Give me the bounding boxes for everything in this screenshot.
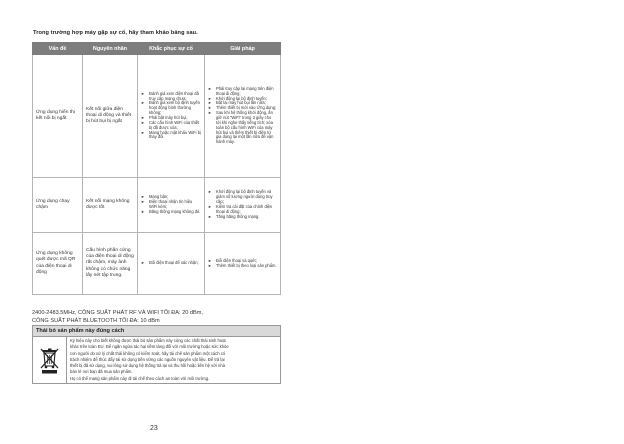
solution-cell (205, 178, 281, 233)
problem-cell: Ứng dụng hiển thị kết nối bị ngắt (33, 55, 83, 178)
arrow-bullet-icon: ► (141, 120, 145, 125)
disposal-line: thiết bị đã sử dụng, vui lòng sử dụng hệ thống trả lại và thu hồi hoặc liên hệ với nhà (70, 363, 226, 368)
arrow-bullet-icon: ► (208, 214, 212, 219)
list-item: ► Khởi động lại bộ định tuyến và giảm số lượng người dùng truy cập; (208, 189, 273, 205)
crossed-bin-icon (33, 337, 67, 383)
table-row (33, 233, 281, 295)
disposal-line: Ký hiệu này cho biết không được thải bỏ sản phẩm này cùng các chất thải sinh hoạt (70, 338, 226, 343)
spec-line: CÔNG SUẤT PHÁT BLUETOOTH TỐI ĐA: 10 dBm (32, 317, 160, 324)
arrow-bullet-icon: ► (141, 195, 145, 200)
list-item: ► Điện thoại nhận tín hiệu WiFi kém; (141, 199, 193, 209)
table-header-row (33, 43, 281, 55)
problem-cell: Ứng dụng chạy chậm (33, 178, 83, 233)
arrow-bullet-icon: ► (141, 91, 145, 96)
rf-spec (32, 310, 203, 326)
arrow-bullet-icon: ► (208, 86, 212, 91)
list-item: ► Đánh giá xem bộ định tuyến hoạt động bình thường không; (141, 100, 200, 116)
list-item: ► Tăng băng thông mạng. (208, 213, 260, 219)
arrow-bullet-icon: ► (141, 200, 145, 205)
list-item: ► Bật lại máy hút bụi lần nữa; (208, 100, 266, 106)
list-item: ► Phải bật máy hút bụi; (141, 115, 188, 120)
cause-cell: Kết nối giữa điện thoại di động và thiết bị hút bụi bị ngắt (83, 55, 138, 178)
disposal-text (67, 337, 280, 383)
disposal-box (32, 325, 281, 384)
list-item: ► Đánh giá xem điện thoại đã truy cập mạng chưa; (141, 90, 199, 101)
list-item: ► Khởi động lại bộ định tuyến; (208, 95, 267, 101)
list-item: ► Sau khi hệ thống khởi động, ấn giữ nút "WiFi" trong 3 giây cho tới khi nghe thấy tiếng tích; xóa toàn bộ cấu hình WiFi của máy hút bụi và thêm thiết bị điện từ gia dụng lại một lần nữa để vận hành máy. (208, 110, 274, 145)
troubleshoot-cell (138, 55, 205, 178)
arrow-bullet-icon: ► (141, 116, 145, 120)
problem-cell: Ứng dụng không quét được mã QR của điện thoại di động (33, 233, 83, 295)
solution-cell (205, 55, 281, 178)
table-row (33, 55, 281, 178)
header-cause: Nguyên nhân (83, 43, 138, 55)
arrow-bullet-icon: ► (141, 101, 145, 106)
solution-cell (205, 233, 281, 295)
list-item: ► Mạng hoặc mật khẩu WiFi bị thay đổi. (141, 129, 201, 140)
header-solution: Giải pháp (205, 43, 281, 55)
table-row (33, 178, 281, 233)
list-item: ► Thêm thiết bị mới vào Ứng dụng; (208, 105, 277, 111)
arrow-bullet-icon: ► (208, 96, 212, 101)
page-number: 23 (150, 425, 158, 432)
arrow-bullet-icon: ► (141, 130, 145, 135)
disposal-line: khác trên toàn EU. Để ngăn ngừa tác hại tiềm tàng đối với môi trường hoặc sức khỏe (70, 344, 229, 350)
arrow-bullet-icon: ► (208, 111, 212, 116)
list-item: ► Đổi điện thoại để xác nhận; (141, 260, 199, 266)
list-item: ► Mạng bận; (141, 194, 169, 200)
arrow-bullet-icon: ► (208, 258, 212, 263)
list-item: ► Đổi điện thoại và quét; (208, 257, 257, 263)
arrow-bullet-icon: ► (141, 209, 145, 214)
arrow-bullet-icon: ► (208, 106, 212, 111)
arrow-bullet-icon: ► (208, 205, 212, 209)
cause-cell: Kết nối mạng không được tốt (83, 178, 138, 233)
arrow-bullet-icon: ► (208, 263, 212, 268)
disposal-line: bán lẻ nơi bạn đã mua sản phẩm. (70, 369, 133, 375)
cause-cell: Cấu hình phần cứng của điện thoại di động rất chậm, máy ảnh không có chức năng lấy nét tập trung. (83, 233, 138, 295)
troubleshoot-cell (138, 178, 205, 233)
arrow-bullet-icon: ► (208, 101, 212, 106)
list-item: ► Phải truy cập lại mạng trên điện thoại di động; (208, 85, 274, 96)
list-item: ► Băng thông mạng không đủ. (141, 208, 201, 214)
list-item: ► Thêm thiết bị theo loại sản phẩm. (208, 262, 277, 268)
spec-line: 2400-2483.5MHz, CÔNG SUẤT PHÁT RF VÀ WIFI TỐI ĐA: 20 dBm, (32, 310, 203, 316)
arrow-bullet-icon: ► (208, 190, 212, 195)
disposal-line: trách nhiệm để thúc đẩy tái sử dụng bền vững các nguồn nguyên vật liệu. Để trả lại (70, 356, 225, 362)
troubleshoot-cell (138, 233, 205, 295)
disposal-line: con người do xử lý chất thải không có kiểm soát, hãy tái chế sản phẩm một cách có (70, 350, 226, 356)
disposal-line: Họ có thể mang sản phẩm này đi tái chế theo cách an toàn với môi trường. (70, 375, 210, 381)
header-troubleshoot: Khắc phục sự cố (138, 43, 205, 55)
list-item: ► Kiểm tra cài đặt của chính điện thoại di động; (208, 204, 273, 214)
intro-text: Trong trường hợp máy gặp sự cố, hãy tham khảo bảng sau. (33, 30, 198, 36)
disposal-title: Thải bỏ sản phẩm này đúng cách (33, 326, 280, 337)
list-item: ► Các cấu hình WiFi của thiết bị đã được xóa; (141, 119, 200, 130)
troubleshooting-table (32, 42, 281, 295)
header-problem: Vấn đề (33, 43, 83, 55)
arrow-bullet-icon: ► (141, 261, 145, 266)
